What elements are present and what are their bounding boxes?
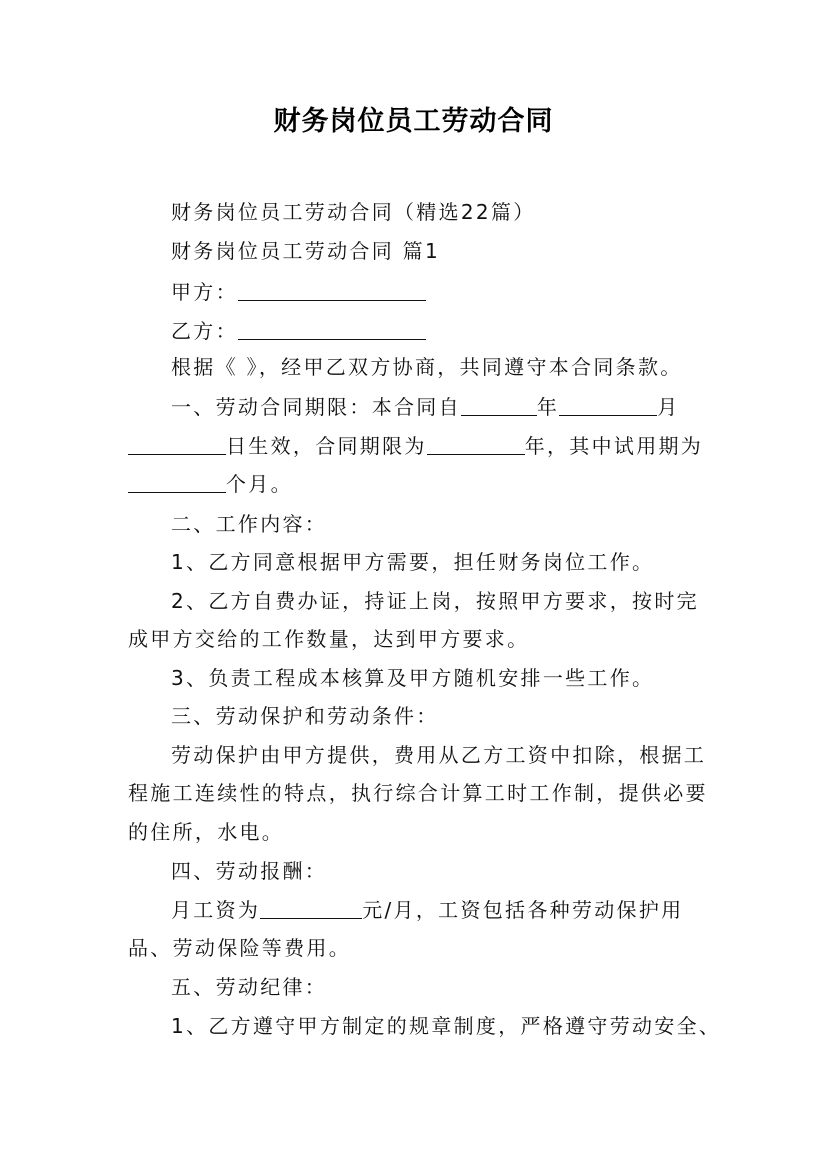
protect-heading: 三、劳动保护和劳动条件： [171, 704, 439, 728]
term-month-blank [559, 395, 657, 416]
work-item-2-line-2: 成甲方交给的工作数量，达到甲方要求。 [128, 627, 530, 651]
work-item-2-line-1: 2、乙方自费办证，持证上岗，按照甲方要求，按时完 [171, 589, 699, 613]
discipline-item-1: 1、乙方遵守甲方制定的规章制度，严格遵守劳动安全、 [171, 1014, 722, 1038]
party-b-line [171, 317, 761, 345]
page-title: 财务岗位员工劳动合同 [273, 106, 554, 137]
term-text-a: 一、劳动合同期限：本合同自 [171, 395, 461, 419]
work-item-3: 3、负责工程成本核算及甲方随机安排一些工作。 [171, 666, 655, 690]
work-item-1: 1、乙方同意根据甲方需要，担任财务岗位工作。 [171, 550, 655, 574]
term-length-blank [427, 434, 525, 455]
term-line-1 [171, 393, 761, 421]
probation-blank [128, 472, 226, 493]
protect-line-1: 劳动保护由甲方提供，费用从乙方工资中扣除，根据工 [171, 743, 707, 767]
term-text-c: 月 [657, 395, 680, 419]
party-b-blank [238, 319, 426, 340]
term-line-3 [128, 470, 718, 498]
party-a-label: 甲方： [171, 280, 238, 304]
party-a-blank [238, 280, 426, 301]
term-day-blank [128, 434, 226, 455]
party-b-label: 乙方： [171, 319, 238, 343]
party-a-line [171, 278, 761, 306]
term-text-b: 年 [536, 395, 560, 419]
pay-text-a: 月工资为 [171, 898, 261, 922]
pay-heading: 四、劳动报酬： [171, 859, 328, 883]
term-year-blank [461, 395, 537, 416]
pay-text-b: 元/月，工资包括各种劳动保护用 [362, 898, 684, 922]
section-heading: 财务岗位员工劳动合同 篇1 [171, 239, 440, 263]
work-heading: 二、工作内容： [171, 512, 328, 536]
salary-blank [260, 898, 362, 919]
discipline-heading: 五、劳动纪律： [171, 975, 328, 999]
pay-line-2: 品、劳动保险等费用。 [128, 936, 351, 960]
term-text-f: 个月。 [226, 472, 293, 496]
term-text-e: 年，其中试用期为 [524, 434, 704, 458]
term-text-d: 日生效，合同期限为 [226, 434, 427, 458]
protect-line-3: 的住所，水电。 [128, 820, 285, 844]
pay-line-1 [171, 896, 761, 924]
subtitle: 财务岗位员工劳动合同（精选22篇） [171, 200, 536, 224]
term-line-2 [128, 432, 718, 460]
protect-line-2: 程施工连续性的特点，执行综合计算工时工作制，提供必要 [128, 781, 708, 805]
basis-text: 根据《 》，经甲乙双方协商，共同遵守本合同条款。 [171, 355, 683, 379]
